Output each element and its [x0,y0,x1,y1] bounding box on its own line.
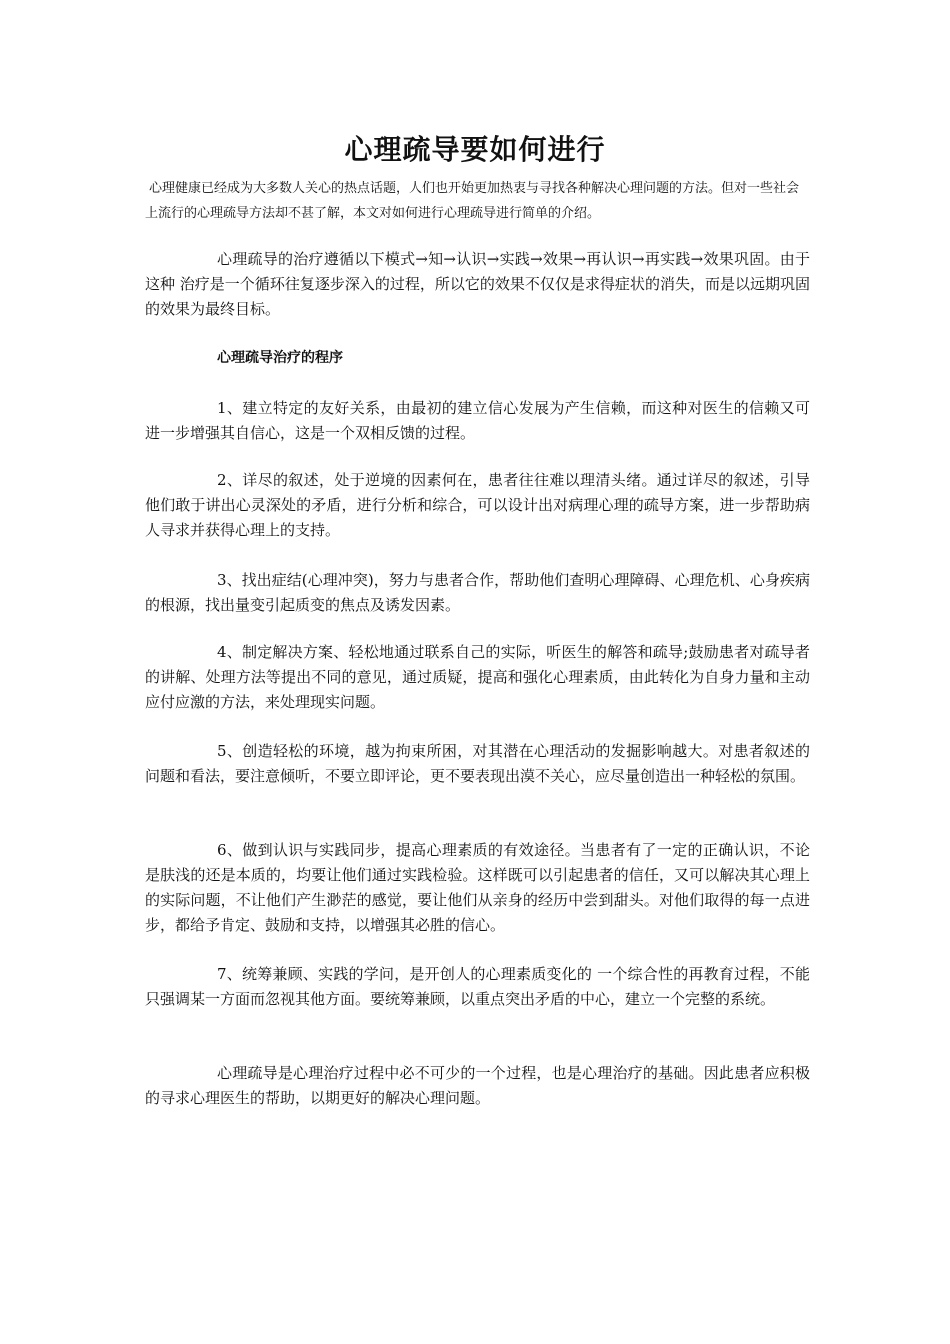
step-paragraph-2: 2、详尽的叙述，处于逆境的因素何在，患者往往难以理清头绪。通过详尽的叙述，引导他们敢于讲出心灵深处的矛盾，进行分析和综合，可以设计出对病理心理的疏导方案，进一步帮助病人寻求并获得心理上的支持。 [145,471,810,539]
section-heading: 心理疏导治疗的程序 [217,350,343,366]
step-paragraph-7: 7、统筹兼顾、实践的学问，是开创人的心理素质变化的 一个综合性的再教育过程，不能只强调某一方面而忽视其他方面。要统筹兼顾，以重点突出矛盾的中心，建立一个完整的系统。 [145,965,810,1008]
step-paragraph-1: 1、建立特定的友好关系，由最初的建立信心发展为产生信赖，而这种对医生的信赖又可进一步增强其自信心，这是一个双相反馈的过程。 [145,399,810,442]
step-paragraph-4: 4、制定解决方案、轻松地通过联系自己的实际，听医生的解答和疏导;鼓励患者对疏导者的讲解、处理方法等提出不同的意见，通过质疑，提高和强化心理素质，由此转化为自身力量和主动应付应激的方法，来处理现实问题。 [145,643,810,711]
step-paragraph-5: 5、创造轻松的环境，越为拘束所困，对其潜在心理活动的发掘影响越大。对患者叙述的问题和看法，要注意倾听，不要立即评论，更不要表现出漠不关心，应尽量创造出一种轻松的氛围。 [145,742,810,785]
intro-paragraph: 心理疏导的治疗遵循以下模式→知→认识→实践→效果→再认识→再实践→效果巩固。由于这种 治疗是一个循环往复逐步深入的过程，所以它的效果不仅仅是求得症状的消失，而是以远期巩固的效果为最终目标。 [145,250,810,318]
abstract-paragraph: 心理健康已经成为大多数人关心的热点话题，人们也开始更加热衷与寻找各种解决心理问题的方法。但对一些社会上流行的心理疏导方法却不甚了解，本文对如何进行心理疏导进行简单的介绍。 [145,181,800,221]
document-title: 心理疏导要如何进行 [344,133,606,166]
step-paragraph-3: 3、找出症结(心理冲突)，努力与患者合作，帮助他们查明心理障碍、心理危机、心身疾病的根源，找出量变引起质变的焦点及诱发因素。 [145,571,810,614]
conclusion-paragraph: 心理疏导是心理治疗过程中必不可少的一个过程，也是心理治疗的基础。因此患者应积极的寻求心理医生的帮助，以期更好的解决心理问题。 [145,1064,810,1107]
step-paragraph-6: 6、做到认识与实践同步，提高心理素质的有效途径。当患者有了一定的正确认识，不论是肤浅的还是本质的，均要让他们通过实践检验。这样既可以引起患者的信任，又可以解决其心理上的实际问题，不让他们产生渺茫的感觉，要让他们从亲身的经历中尝到甜头。对他们取得的每一点进步，都给予肯定、鼓励和支持，以增强其必胜的信心。 [145,841,810,934]
